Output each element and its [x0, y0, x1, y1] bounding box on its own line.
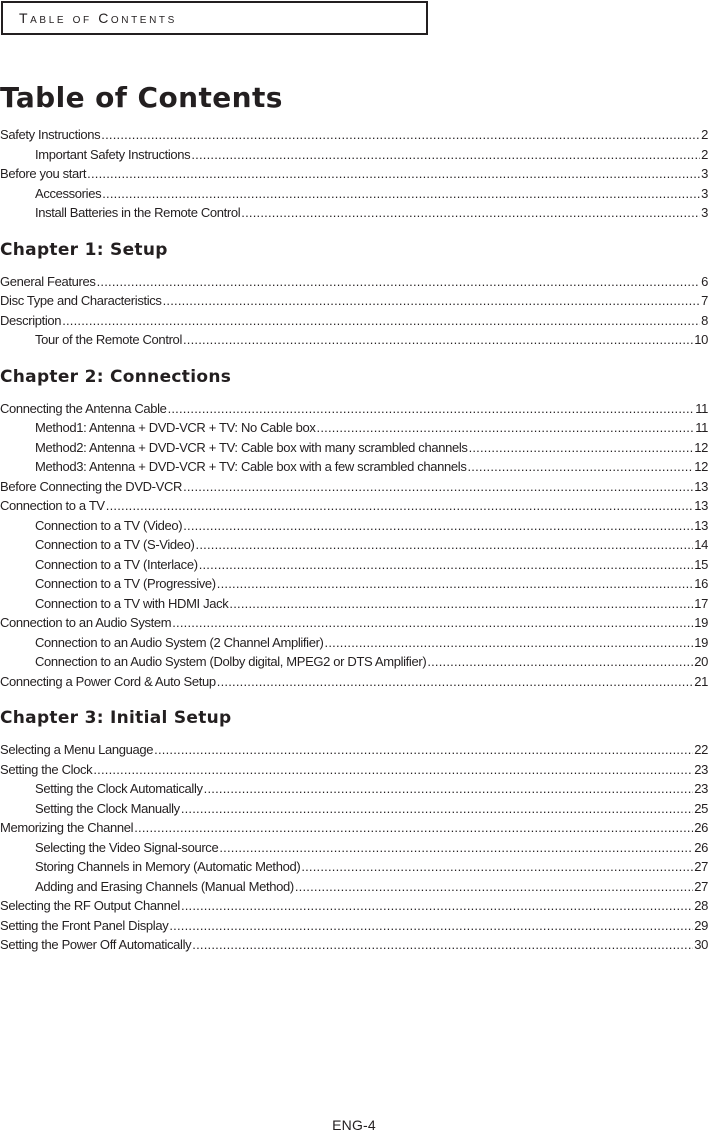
chapter-heading: Chapter 3: Initial Setup — [0, 708, 232, 728]
toc-page-number: 3 — [701, 166, 708, 181]
toc-page-number: 3 — [701, 205, 708, 220]
dot-leader — [106, 496, 693, 516]
toc-page-number: 11 — [695, 420, 708, 435]
dot-leader — [183, 330, 693, 350]
dot-leader — [229, 594, 693, 614]
toc-page-number: 29 — [694, 917, 708, 933]
page-number-footer: ENG-4 — [332, 1117, 376, 1133]
toc-page-number: 22 — [694, 742, 708, 757]
toc-page-number: 7 — [701, 293, 708, 308]
toc-page-number: 20 — [694, 654, 708, 669]
dot-leader — [199, 555, 694, 575]
dot-leader — [191, 145, 700, 165]
dot-leader — [192, 935, 693, 955]
toc-entry-title: Connecting a Power Cord & Auto Setup — [0, 673, 216, 689]
toc-entry-title: Connection to a TV with HDMI Jack — [35, 595, 229, 611]
toc-entry[interactable] — [0, 916, 708, 936]
toc-subentry[interactable] — [0, 838, 708, 858]
dot-leader — [181, 896, 693, 916]
dot-leader — [183, 516, 693, 536]
toc-subentry[interactable] — [0, 330, 708, 350]
toc-entry-title: Selecting a Menu Language — [0, 742, 154, 757]
toc-page-number: 23 — [694, 761, 708, 777]
toc-page-number: 3 — [701, 185, 708, 201]
dot-leader — [172, 613, 693, 633]
toc-page-number: 23 — [694, 781, 708, 796]
section-header-box — [1, 1, 428, 35]
toc-subentry[interactable] — [0, 799, 708, 819]
dot-leader — [97, 272, 701, 292]
toc-subentry[interactable] — [0, 516, 708, 536]
toc-entry[interactable] — [0, 760, 708, 780]
toc-section — [0, 239, 708, 350]
toc-subentry[interactable] — [0, 535, 708, 555]
toc-subentry[interactable] — [0, 877, 708, 897]
toc-subentry[interactable] — [0, 203, 708, 223]
toc-entry-title: Connection to an Audio System — [0, 615, 172, 630]
dot-leader — [217, 574, 693, 594]
toc-entry-title: Setting the Power Off Automatically — [0, 937, 192, 952]
toc-entry-title: Setting the Front Panel Display — [0, 917, 169, 933]
dot-leader — [169, 916, 693, 936]
toc-page-number: 10 — [694, 332, 708, 347]
toc-page-number: 12 — [694, 439, 708, 455]
dot-leader — [219, 838, 693, 858]
chapter-heading: Chapter 2: Connections — [0, 366, 232, 387]
toc-page-number: 14 — [694, 537, 708, 552]
toc-entry[interactable] — [0, 311, 708, 331]
toc-page-number: 6 — [701, 273, 708, 289]
toc-entry-title: Connection to an Audio System (Dolby digital, MPEG2 or DTS Amplifier) — [35, 654, 427, 669]
dot-leader — [134, 818, 693, 838]
toc-entry-title: Setting the Clock — [0, 761, 93, 777]
toc-page-number: 25 — [694, 800, 708, 816]
toc-entry-title: Before you start — [0, 166, 87, 181]
toc-subentry[interactable] — [0, 438, 708, 458]
toc-section — [0, 707, 708, 955]
dot-leader — [295, 877, 693, 897]
dot-leader — [62, 311, 700, 331]
toc-entry-title: Connection to a TV (Progressive) — [35, 576, 216, 591]
dot-leader — [241, 203, 700, 223]
toc-entry-title: Storing Channels in Memory (Automatic Method) — [35, 859, 301, 874]
toc-subentry[interactable] — [0, 594, 708, 614]
toc-entry-title: Connecting the Antenna Cable — [0, 400, 167, 416]
toc-page-number: 28 — [694, 898, 708, 913]
toc-entry[interactable] — [0, 272, 708, 292]
toc-page-number: 13 — [694, 498, 708, 513]
toc-entry[interactable] — [0, 672, 708, 692]
dot-leader — [301, 857, 693, 877]
toc-entry-title: Memorizing the Channel — [0, 820, 134, 835]
toc-page-number: 26 — [694, 839, 708, 855]
toc-entry[interactable] — [0, 935, 708, 955]
toc-page-number: 17 — [694, 595, 708, 611]
toc-page-number: 13 — [694, 517, 708, 533]
toc-entry-title: Selecting the RF Output Channel — [0, 898, 180, 913]
toc-entry[interactable] — [0, 740, 708, 760]
toc-section — [0, 366, 708, 692]
toc-page-number: 21 — [694, 673, 708, 689]
dot-leader — [467, 457, 693, 477]
toc-page-number: 2 — [701, 127, 708, 142]
toc-subentry[interactable] — [0, 779, 708, 799]
toc-page-number: 11 — [695, 400, 708, 416]
dot-leader — [317, 418, 695, 438]
toc-entry-title: Important Safety Instructions — [35, 146, 191, 162]
toc-page-number: 13 — [694, 478, 708, 494]
toc-page-number: 12 — [694, 459, 708, 474]
toc-page-number: 19 — [694, 634, 708, 650]
toc-subentry[interactable] — [0, 857, 708, 877]
toc-section — [0, 125, 708, 223]
toc-entry-title: Before Connecting the DVD-VCR — [0, 478, 183, 494]
toc-entry-title: Selecting the Video Signal-source — [35, 839, 219, 855]
table-of-contents — [0, 125, 708, 955]
dot-leader — [101, 125, 700, 145]
dot-leader — [469, 438, 694, 458]
toc-entry[interactable] — [0, 399, 708, 419]
toc-entry[interactable] — [0, 896, 708, 916]
toc-entry-title: Disc Type and Characteristics — [0, 293, 162, 308]
toc-subentry[interactable] — [0, 145, 708, 165]
toc-entry-title: Connection to an Audio System (2 Channel Amplifier) — [35, 634, 324, 650]
dot-leader — [217, 672, 693, 692]
toc-page-number: 16 — [694, 576, 708, 591]
dot-leader — [427, 652, 693, 672]
toc-entry[interactable] — [0, 125, 708, 145]
toc-page-number: 2 — [701, 146, 708, 162]
dot-leader — [181, 799, 693, 819]
toc-subentry[interactable] — [0, 555, 708, 575]
toc-entry-title: Adding and Erasing Channels (Manual Method) — [35, 878, 294, 894]
toc-entry-title: Connection to a TV (Interlace) — [35, 556, 198, 572]
toc-entry-title: Method2: Antenna + DVD-VCR + TV: Cable box with many scrambled channels — [35, 439, 468, 455]
toc-entry-title: Method3: Antenna + DVD-VCR + TV: Cable box with a few scrambled channels — [35, 459, 467, 474]
dot-leader — [196, 535, 694, 555]
dot-leader — [163, 291, 701, 311]
dot-leader — [168, 399, 695, 419]
dot-leader — [93, 760, 693, 780]
section-header-label: Table of Contents — [19, 10, 177, 26]
toc-entry[interactable] — [0, 613, 708, 633]
toc-entry-title: Connection to a TV (Video) — [35, 517, 183, 533]
toc-entry[interactable] — [0, 291, 708, 311]
page-title: Table of Contents — [0, 81, 283, 114]
toc-entry-title: Connection to a TV (S-Video) — [35, 537, 195, 552]
toc-page-number: 30 — [694, 937, 708, 952]
dot-leader — [154, 740, 693, 760]
toc-subentry[interactable] — [0, 418, 708, 438]
toc-entry-title: Connection to a TV — [0, 498, 105, 513]
toc-entry[interactable] — [0, 818, 708, 838]
toc-page-number: 15 — [694, 556, 708, 572]
toc-entry-title: Accessories — [35, 185, 102, 201]
dot-leader — [183, 477, 693, 497]
dot-leader — [325, 633, 694, 653]
toc-page-number: 27 — [694, 878, 708, 894]
toc-entry-title: Setting the Clock Automatically — [35, 781, 203, 796]
dot-leader — [204, 779, 694, 799]
chapter-heading: Chapter 1: Setup — [0, 239, 168, 260]
toc-page-number: 19 — [694, 615, 708, 630]
toc-entry[interactable] — [0, 496, 708, 516]
dot-leader — [87, 164, 700, 184]
toc-entry[interactable] — [0, 164, 708, 184]
toc-page-number: 8 — [701, 312, 708, 328]
dot-leader — [102, 184, 700, 204]
toc-subentry[interactable] — [0, 457, 708, 477]
toc-subentry[interactable] — [0, 184, 708, 204]
toc-entry-title: Tour of the Remote Control — [35, 332, 182, 347]
toc-entry-title: Safety Instructions — [0, 127, 101, 142]
toc-subentry[interactable] — [0, 574, 708, 594]
toc-page-number: 27 — [694, 859, 708, 874]
toc-entry[interactable] — [0, 477, 708, 497]
toc-entry-title: Method1: Antenna + DVD-VCR + TV: No Cable box — [35, 420, 316, 435]
toc-entry-title: General Features — [0, 273, 96, 289]
toc-subentry[interactable] — [0, 633, 708, 653]
toc-page-number: 26 — [694, 820, 708, 835]
toc-entry-title: Setting the Clock Manually — [35, 800, 180, 816]
toc-subentry[interactable] — [0, 652, 708, 672]
toc-entry-title: Description — [0, 312, 62, 328]
toc-entry-title: Install Batteries in the Remote Control — [35, 205, 241, 220]
